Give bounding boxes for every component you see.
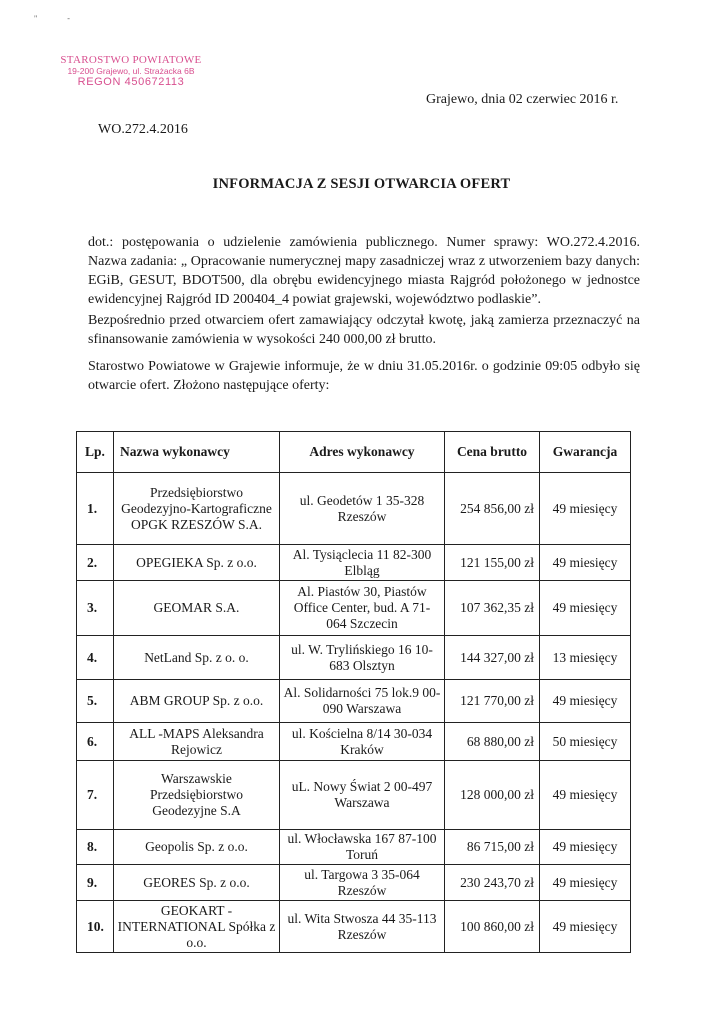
row-contractor-name: Warszawskie Przedsiębiorstwo Geodezyjne S.A — [114, 761, 280, 830]
row-gross-price: 100 860,00 zł — [445, 901, 540, 953]
header-lp: Lp. — [77, 432, 114, 473]
row-gross-price: 254 856,00 zł — [445, 473, 540, 545]
row-warranty: 13 miesięcy — [540, 636, 631, 680]
row-warranty: 49 miesięcy — [540, 680, 631, 723]
row-lp: 4. — [77, 636, 114, 680]
row-contractor-address: uL. Nowy Świat 2 00-497 Warszawa — [280, 761, 445, 830]
row-contractor-name: ALL -MAPS Aleksandra Rejowicz — [114, 723, 280, 761]
header-gross-price: Cena brutto — [445, 432, 540, 473]
row-contractor-address: ul. Włocławska 167 87-100 Toruń — [280, 830, 445, 865]
table-row — [77, 636, 631, 680]
row-contractor-address: ul. Targowa 3 35-064 Rzeszów — [280, 865, 445, 901]
table-row — [77, 723, 631, 761]
row-lp: 6. — [77, 723, 114, 761]
header-contractor-address: Adres wykonawcy — [280, 432, 445, 473]
table-row — [77, 761, 631, 830]
row-lp: 7. — [77, 761, 114, 830]
row-contractor-address: ul. Kościelna 8/14 30-034 Kraków — [280, 723, 445, 761]
row-contractor-address: ul. Wita Stwosza 44 35-113 Rzeszów — [280, 901, 445, 953]
budget-paragraph: Bezpośrednio przed otwarciem ofert zamawiający odczytał kwotę, jaką zamierza przeznaczyć na sfinansowanie zamówienia w wysokości 240 000,00 zł brutto. — [88, 313, 640, 347]
header-warranty: Gwarancja — [540, 432, 631, 473]
row-warranty: 49 miesięcy — [540, 761, 631, 830]
stamp-regon: REGON 450672113 — [77, 76, 185, 89]
row-warranty: 50 miesięcy — [540, 723, 631, 761]
row-warranty: 49 miesięcy — [540, 545, 631, 581]
row-contractor-name: Geopolis Sp. z o.o. — [114, 830, 280, 865]
row-lp: 3. — [77, 581, 114, 636]
table-row — [77, 680, 631, 723]
row-lp: 8. — [77, 830, 114, 865]
stamp-office-name: STAROSTWO POWIATOWE — [60, 54, 202, 66]
subject-paragraph: dot.: postępowania o udzielenie zamówienia publicznego. Numer sprawy: WO.272.4.2016. Nazwa zadania: „ Opracowanie numerycznej mapy zasadniczej wraz z utworzeniem bazy danych: EGiB, GESUT, BDOT500, dla obrębu ewidencyjnego miasta Rajgród położonego w jednostce ewidencyjnej Rajgród ID 200404_4 powiat grajewski, województwo podlaskie”. — [88, 235, 640, 307]
corner-scan-marks: " - — [34, 14, 84, 23]
row-contractor-name: GEOMAR S.A. — [114, 581, 280, 636]
row-warranty: 49 miesięcy — [540, 865, 631, 901]
row-lp: 9. — [77, 865, 114, 901]
row-gross-price: 128 000,00 zł — [445, 761, 540, 830]
row-contractor-name: OPEGIEKA Sp. z o.o. — [114, 545, 280, 581]
row-gross-price: 68 880,00 zł — [445, 723, 540, 761]
table-row — [77, 545, 631, 581]
row-lp: 10. — [77, 901, 114, 953]
row-lp: 5. — [77, 680, 114, 723]
table-row — [77, 581, 631, 636]
table-row — [77, 830, 631, 865]
row-gross-price: 121 155,00 zł — [445, 545, 540, 581]
row-gross-price: 144 327,00 zł — [445, 636, 540, 680]
table-row — [77, 473, 631, 545]
row-gross-price: 230 243,70 zł — [445, 865, 540, 901]
row-gross-price: 86 715,00 zł — [445, 830, 540, 865]
header-contractor-name: Nazwa wykonawcy — [114, 432, 280, 473]
row-contractor-address: Al. Tysiąclecia 11 82-300 Elbląg — [280, 545, 445, 581]
offers-table — [76, 431, 631, 953]
row-contractor-name: NetLand Sp. z o. o. — [114, 636, 280, 680]
row-contractor-address: ul. Geodetów 1 35-328 Rzeszów — [280, 473, 445, 545]
row-contractor-name: GEOKART - INTERNATIONAL Spółka z o.o. — [114, 901, 280, 953]
row-contractor-name: GEORES Sp. z o.o. — [114, 865, 280, 901]
row-contractor-address: Al. Solidarności 75 lok.9 00-090 Warszawa — [280, 680, 445, 723]
stamp-address: 19-200 Grajewo, ul. Strażacka 6B — [67, 65, 195, 76]
row-contractor-name: ABM GROUP Sp. z o.o. — [114, 680, 280, 723]
row-warranty: 49 miesięcy — [540, 830, 631, 865]
row-warranty: 49 miesięcy — [540, 901, 631, 953]
opening-paragraph: Starostwo Powiatowe w Grajewie informuje, że w dniu 31.05.2016r. o godzinie 09:05 odbyło się otwarcie ofert. Złożono następujące oferty: — [88, 359, 640, 393]
row-contractor-name: Przedsiębiorstwo Geodezyjno-Kartograficzne OPGK RZESZÓW S.A. — [114, 473, 280, 545]
row-gross-price: 107 362,35 zł — [445, 581, 540, 636]
row-gross-price: 121 770,00 zł — [445, 680, 540, 723]
document-title: INFORMACJA Z SESJI OTWARCIA OFERT — [212, 176, 511, 192]
row-warranty: 49 miesięcy — [540, 581, 631, 636]
reference-number: WO.272.4.2016 — [98, 122, 188, 137]
row-contractor-address: Al. Piastów 30, Piastów Office Center, bud. A 71- 064 Szczecin — [280, 581, 445, 636]
table-row — [77, 901, 631, 953]
row-warranty: 49 miesięcy — [540, 473, 631, 545]
table-row — [77, 865, 631, 901]
row-lp: 2. — [77, 545, 114, 581]
office-stamp — [56, 54, 206, 89]
place-and-date: Grajewo, dnia 02 czerwiec 2016 r. — [426, 92, 619, 107]
table-header-row — [77, 432, 631, 473]
row-contractor-address: ul. W. Trylińskiego 16 10-683 Olsztyn — [280, 636, 445, 680]
row-lp: 1. — [77, 473, 114, 545]
